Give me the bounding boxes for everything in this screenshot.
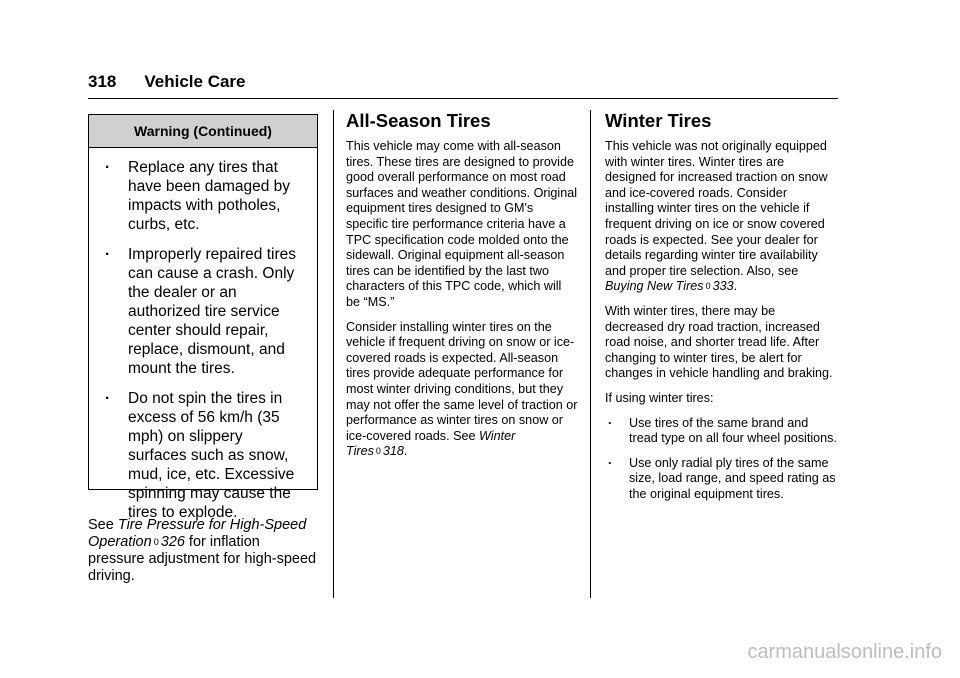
watermark: carmanualsonline.info xyxy=(747,641,942,663)
warning-item: . Do not spin the tires in excess of 56 km/h (35 mph) on slippery surfaces such as snow, mud, ice, etc. Excessive spinning may cause the tires to explode. xyxy=(100,389,305,522)
winter-paragraph: With winter tires, there may be decreased dry road traction, increased road noise, and shorter tread life. After changing to winter tires, be alert for changes in vehicle handling and braking. xyxy=(605,303,833,381)
winter-section xyxy=(605,110,837,511)
column-divider xyxy=(333,110,334,598)
page-number: 318 xyxy=(88,72,117,91)
warning-item: . Replace any tires that have been damaged by impacts with potholes, curbs, etc. xyxy=(100,158,305,234)
all-season-paragraph: Consider installing winter tires on the vehicle if frequent driving on snow or ice-covered roads is expected. All-season tires provide adequate performance for most winter driving conditions, but they may not offer the same level of traction or performance as winter tires on snow or ice-covered roads. See Winter Tires 0 318. xyxy=(346,319,578,459)
all-season-paragraph: This vehicle may come with all-season tires. These tires are designed to provide good overall performance on most road surfaces and weather conditions. Original equipment tires designed to GM's specific tire performance criteria have a TPC specification code molded onto the sidewall. Original equipment all-season tires can be identified by the last two characters of this TPC code, which will be “MS.” xyxy=(346,139,578,309)
winter-heading: Winter Tires xyxy=(605,110,712,131)
buying-new-tires-link[interactable]: Buying New Tires xyxy=(605,279,704,294)
page-header xyxy=(88,72,246,92)
column-divider xyxy=(590,110,591,598)
warning-box xyxy=(88,114,318,521)
warning-title: Warning (Continued) xyxy=(89,115,317,148)
winter-bullet: . Use only radial ply tires of the same size, load range, and speed rating as the original equipment tires. xyxy=(605,456,837,503)
winter-paragraph: If using winter tires: xyxy=(605,390,714,405)
winter-paragraph: This vehicle was not originally equipped with winter tires. Winter tires are designed for increased traction on snow and ice-covered roads. Consider installing winter tires on the vehicle if frequent driving on ice or snow covered roads is expected. See your dealer for details regarding winter tire availability and proper tire selection. Also, see Buying New Tires 0 333. xyxy=(605,139,828,294)
header-rule xyxy=(88,98,838,99)
tire-pressure-page[interactable]: 326 xyxy=(160,533,185,550)
winter-bullet-list xyxy=(605,416,837,503)
winter-bullet: . Use tires of the same brand and tread type on all four wheel positions. xyxy=(605,416,837,447)
all-season-heading: All-Season Tires xyxy=(346,110,491,131)
tire-pressure-reference: See Tire Pressure for High-Speed Operation 0 326 for inflation pressure adjustment for high-speed driving. xyxy=(88,516,317,585)
page-ref-arrow-icon: 0 xyxy=(375,446,381,457)
page-ref-arrow-icon: 0 xyxy=(705,281,711,292)
tire-pressure-link[interactable]: Tire Pressure for High-Speed Operation xyxy=(88,516,307,550)
page-ref-arrow-icon: 0 xyxy=(153,536,159,547)
warning-list xyxy=(89,148,317,522)
winter-tires-page[interactable]: 318 xyxy=(382,444,404,459)
all-season-section xyxy=(346,110,578,469)
buying-new-tires-page[interactable]: 333 xyxy=(712,279,734,294)
warning-item: . Improperly repaired tires can cause a crash. Only the dealer or an authorized tire service center should repair, replace, dismount, and mount the tires. xyxy=(100,245,305,378)
winter-tires-link[interactable]: Winter Tires xyxy=(346,428,516,459)
section-title: Vehicle Care xyxy=(144,72,246,91)
